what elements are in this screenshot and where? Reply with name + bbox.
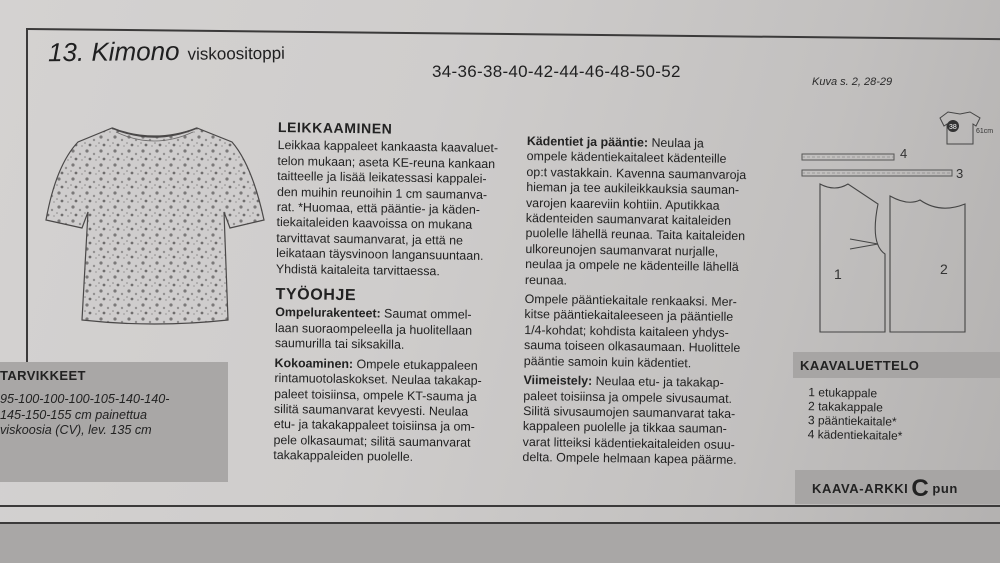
title-sub: viskoositoppi — [187, 43, 285, 64]
size-badge — [940, 112, 993, 144]
leikkaaminen-text: Leikkaa kappaleet kankaasta kaavaluet- telon mukaan; aseta KE-reuna kankaan taitteelle ja lisää leikatessasi kappalei- den muihin reunoihin 1 cm saumanva- rat. *Huomaa, että pääntie- ja käden- tiekaitaleiden kaavoissa on mukana tarvittavat saumanvarat, ja että ne leikataan täysvinoon langansuuntaan. Yhdistä kaitaleita tarvittaessa. — [275, 138, 499, 278]
kadentiet-text: Neulaa ja ompele kädentiekaitaleet kädenteille op:t vastakkain. Kavenna saumanvaroja hieman ja tee aukileikkauksia sauman- varojen kaareviin kohtiin. Aputikkaa kädenteiden saumanvarat kaitaleiden puolelle lähellä reunaa. Taita kaitaleiden ulkoreunojen saumanvarat nurjalle, neulaa ja ompele ne kädenteille lähellä reunaa. — [524, 135, 747, 288]
picture-reference: Kuva s. 2, 28-29 — [812, 76, 893, 88]
piece-number-3: 3 — [956, 166, 964, 181]
column-finishing — [522, 134, 779, 469]
pattern-piece-back — [890, 196, 965, 332]
badge-number: 38 — [949, 124, 957, 131]
paantie-paragraph: Ompele pääntiekaitale renkaaksi. Mer- kitse pääntiekaitaleeseen ja pääntielle 1/4-kohdat; kohdista kaitaleen yhdys- sauma toiseen olkasaumaan. Huolittele pääntie samoin kuin kädentiet. — [523, 292, 741, 371]
dart-mark — [850, 239, 878, 249]
kadentiet-paragraph — [525, 134, 779, 292]
pattern-sheet-text: KAAVA-ARKKI — [812, 481, 909, 496]
bottom-rule-1 — [0, 505, 1000, 507]
kimono-top-illustration — [42, 120, 267, 330]
materials-heading: TARVIKKEET — [0, 368, 86, 383]
kokoaminen-label: Kokoaminen: — [274, 355, 354, 371]
ompelurakenteet-label: Ompelurakenteet: — [275, 305, 381, 321]
pattern-sheet-suffix: pun — [932, 481, 958, 496]
piece-number-4: 4 — [900, 146, 908, 161]
kokoaminen-paragraph — [273, 356, 514, 467]
pattern-title — [48, 35, 285, 68]
frame-left-line — [26, 28, 28, 368]
materials-text: 95-100-100-100-105-140-140- 145-150-155 cm painettua viskoosia (CV), lev. 135 cm — [0, 392, 170, 437]
badge-length: 61cm — [976, 128, 994, 135]
viimeistely-label: Viimeistely: — [523, 373, 593, 389]
pattern-list-heading: KAAVALUETTELO — [800, 358, 920, 373]
heading-tyoohje: TYÖOHJE — [275, 286, 357, 305]
kadentiet-label: Kädentiet ja pääntie: — [526, 134, 649, 150]
ompelurakenteet-paragraph — [275, 305, 516, 355]
piece-number-1: 1 — [834, 266, 842, 282]
ompelurakenteet-text: Saumat ommel- laan suoraompeleella ja huolitellaan saumurilla tai siksakilla. — [274, 306, 473, 353]
size-range: 34-36-38-40-42-44-46-48-50-52 — [432, 62, 681, 81]
pattern-pieces-diagram — [790, 104, 1000, 349]
pattern-strip-4 — [802, 154, 894, 160]
pattern-list-items: 1 etukappale 2 takakappale 3 pääntiekaitale* 4 kädentiekaitale* — [807, 385, 903, 443]
title-main: 13. Kimono — [47, 35, 180, 68]
viimeistely-paragraph — [522, 373, 775, 469]
column-cutting-and-instructions — [273, 120, 518, 467]
pattern-piece-front — [820, 184, 885, 332]
viimeistely-text: Neulaa etu- ja takakap- paleet toisiinsa ja ompele sivusaumat. Silitä sivusaumojen saumanvarat taka- kappaleen puolelle ja tikkaa sauman- varat litteiksi kädentiekaitaleiden osuu- delta. Ompele helmaan kapea päärme. — [522, 374, 737, 468]
bottom-band — [0, 524, 1000, 563]
pattern-strip-3 — [802, 170, 952, 176]
piece-number-2: 2 — [940, 261, 948, 277]
heading-leikkaaminen: LEIKKAAMINEN — [277, 119, 393, 137]
kokoaminen-text: Ompele etukappaleen rintamuotolaskokset. Neulaa takakap- paleet toisiinsa, ompele KT-sauma ja silitä saumanvarat kevyesti. Neulaa etu- ja takakappaleet toisiinsa ja om- pele olkasaumat; silitä saumanvarat takakappaleiden puolelle. — [273, 356, 482, 465]
pattern-sheet-label — [812, 475, 958, 503]
pattern-sheet-letter: C — [911, 475, 930, 502]
